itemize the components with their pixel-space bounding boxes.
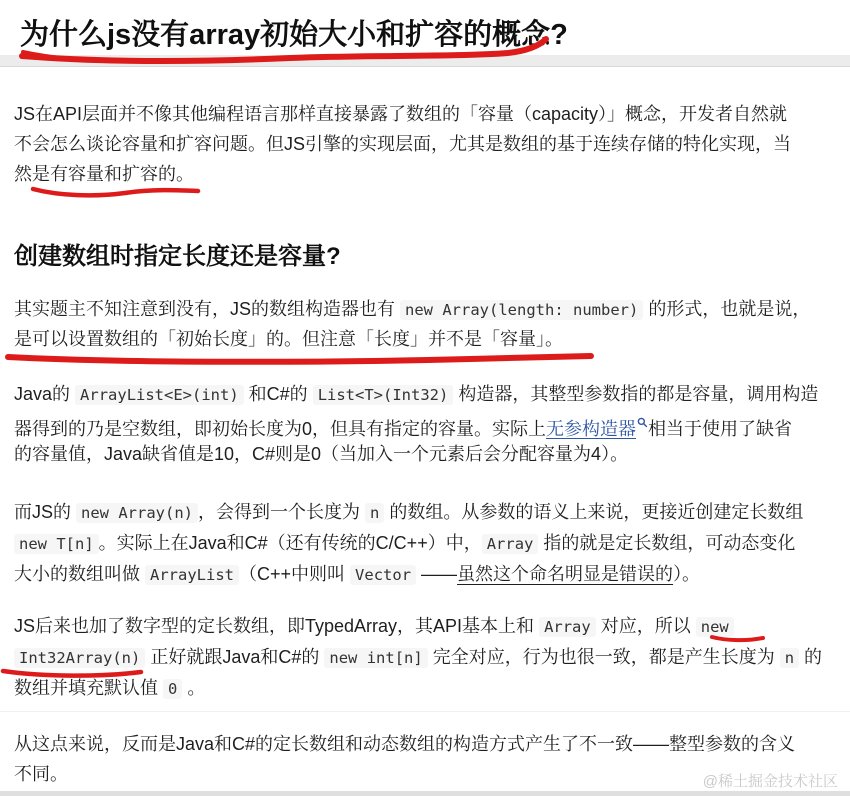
text-run: 从这点来说，反而是Java和C#的定长数组和动态数组的构造方式产生了不一致——整型参数的含义 (14, 734, 796, 754)
underlined-text: 虽然这个命名明显是错误的 (457, 564, 674, 584)
text-run: 指的就是定长数组，可动态变化 (538, 533, 796, 553)
section-heading: 创建数组时指定长度还是容量? (14, 243, 341, 270)
inline-code: Array (482, 534, 539, 554)
text-line (14, 324, 842, 354)
text-run: 的形式，也就是说， (643, 299, 811, 319)
text-run: 数组并填充默认值 (14, 678, 164, 698)
text-line (14, 99, 842, 129)
text-run: Java的 (14, 384, 76, 404)
inline-code: new Array(length: number) (400, 300, 643, 320)
text-run: 而JS的 (14, 502, 77, 522)
text-line (14, 379, 842, 409)
text-run: 相当于使用了缺省 (648, 419, 793, 439)
text-run: 是可以设置数组的「初始长度」的。但注意「长度」并不是「容量」。 (14, 329, 563, 349)
watermark: @稀土掘金技术社区 (702, 773, 838, 790)
text-run: 然是有容量和扩容的。 (14, 164, 194, 184)
paragraph-js-new-array (14, 497, 842, 590)
text-line (14, 528, 842, 559)
search-term-link[interactable]: 无参构造器 (546, 419, 648, 439)
text-run: 。实际上在Java和C#（还有传统的C/C++）中， (98, 533, 482, 553)
inline-code: Vector (350, 565, 416, 585)
text-line (14, 294, 842, 324)
text-run: 的容量值，Java缺省值是10，C#则是0（当加入一个元素后会分配容量为4）。 (14, 444, 629, 464)
header-divider-band (0, 55, 850, 67)
paragraph-length-vs-capacity (14, 294, 842, 354)
text-run: 不会怎么谈论容量和扩容问题。但JS引擎的实现层面，尤其是数组的基于连续存储的特化实现，当 (14, 134, 792, 154)
inline-code: new T[n] (14, 534, 99, 554)
inline-code: new (696, 617, 734, 637)
text-run: 的 (799, 647, 823, 667)
text-run: 完全对应，行为也很一致，都是产生长度为 (427, 647, 780, 667)
text-run: 器得到的乃是空数组，即初始长度为0，但具有指定的容量。实际上 (14, 419, 547, 439)
text-run: ）。 (673, 564, 701, 584)
inline-code: new Array(n) (76, 503, 198, 523)
page-title: 为什么js没有array初始大小和扩容的概念? (20, 19, 568, 51)
text-run: 正好就跟Java和C#的 (145, 647, 325, 667)
red-underline-annotation (33, 189, 198, 195)
inline-code: Array (539, 617, 596, 637)
paragraph-intro (14, 99, 842, 189)
text-run: 对应，所以 (595, 616, 696, 636)
text-run: 。 (182, 678, 206, 698)
inline-code: ArrayList<E>(int) (75, 385, 244, 405)
text-run: ，会得到一个长度为 (198, 502, 366, 522)
inline-code: List<T>(Int32) (313, 385, 454, 405)
text-line (14, 129, 842, 159)
text-line (14, 611, 842, 642)
text-run: JS在API层面并不像其他编程语言那样直接暴露了数组的「容量（capacity）」概念，开发者自然就 (14, 104, 788, 124)
search-icon (637, 415, 648, 432)
red-underline-annotation (8, 356, 591, 362)
text-line (14, 673, 842, 704)
text-run: （C++中则叫 (239, 564, 351, 584)
text-run: JS后来也加了数字型的定长数组，即TypedArray，其API基本上和 (14, 616, 540, 636)
text-run: 大小的数组叫做 (14, 564, 146, 584)
paragraph-typedarray (14, 611, 842, 704)
inline-code: Int32Array(n) (14, 648, 145, 668)
text-run: 其实题主不知注意到没有，JS的数组构造器也有 (14, 299, 401, 319)
text-run: 和C#的 (243, 384, 313, 404)
section-divider (0, 711, 850, 712)
inline-code: ArrayList (145, 565, 239, 585)
text-run: —— (416, 564, 458, 584)
text-line (14, 159, 842, 189)
text-line (14, 642, 842, 673)
inline-code: new int[n] (324, 648, 427, 668)
text-line (14, 559, 842, 590)
inline-code: n (780, 648, 799, 668)
paragraph-java-csharp (14, 379, 842, 469)
text-line (14, 729, 842, 759)
text-run: 构造器，其整型参数指的都是容量，调用构造 (453, 384, 819, 404)
bottom-edge-bar (0, 791, 850, 796)
text-line (14, 497, 842, 528)
text-run: 不同。 (14, 764, 68, 784)
inline-code: n (365, 503, 384, 523)
text-line (14, 409, 842, 439)
text-line (14, 439, 842, 469)
inline-code: 0 (163, 679, 182, 699)
text-run: 的数组。从参数的语义上来说，更接近创建定长数组 (384, 502, 804, 522)
